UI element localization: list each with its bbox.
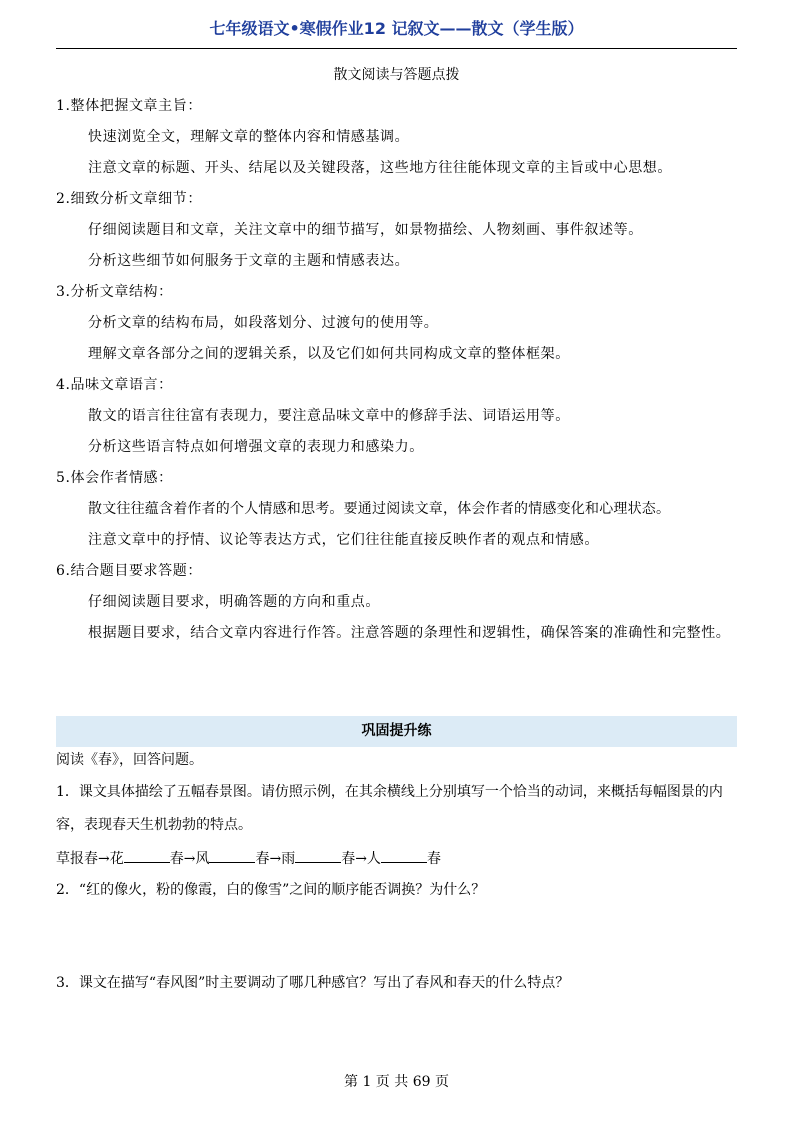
chain-segment: 春→人 [341, 851, 381, 867]
tip-point: 注意文章的标题、开头、结尾以及关键段落，这些地方往往能体现文章的主旨或中心思想。 [88, 160, 672, 176]
chain-segment: 春→雨 [255, 851, 296, 867]
tip-section-1 [56, 96, 737, 189]
tip-point: 理解文章各部分之间的逻辑关系，以及它们如何共同构成文章的整体框架。 [88, 346, 570, 362]
tip-section-3 [56, 282, 737, 375]
tip-section-2 [56, 189, 737, 282]
answer-blank-2[interactable] [209, 848, 255, 863]
tip-section-6 [56, 561, 737, 649]
tip-point: 分析这些语言特点如何增强文章的表现力和感染力。 [88, 439, 424, 455]
tip-point: 分析文章的结构布局，如段落划分、过渡句的使用等。 [88, 315, 439, 331]
tip-heading: 5.体会作者情感： [56, 470, 173, 486]
page-number: 第 1 页 共 69 页 [344, 1074, 449, 1090]
tip-heading: 6.结合题目要求答题： [56, 563, 202, 579]
answer-blank-3[interactable] [295, 848, 341, 863]
reading-intro: 阅读《春》，回答问题。 [56, 752, 203, 768]
answer-blank-4[interactable] [381, 848, 427, 863]
header-divider [56, 48, 737, 49]
tip-section-4 [56, 375, 737, 468]
chain-segment: 春→风 [169, 851, 210, 867]
practice-band-title: 巩固提升练 [56, 716, 737, 747]
question-2: 2．“红的像火，粉的像霞，白的像雪”之间的顺序能否调换？为什么？ [56, 882, 486, 898]
tip-point: 仔细阅读题目和文章，关注文章中的细节描写，如景物描绘、人物刻画、事件叙述等。 [88, 222, 643, 238]
tip-heading: 2.细致分析文章细节： [56, 191, 202, 207]
question-1: 1．课文具体描绘了五幅春景图。请仿照示例，在其余横线上分别填写一个恰当的动词，来概括每幅图景的内容，表现春天生机勃勃的特点。 [56, 784, 723, 833]
tip-point: 快速浏览全文，理解文章的整体内容和情感基调。 [88, 129, 410, 145]
tip-heading: 3.分析文章结构： [56, 284, 173, 300]
chain-example: 草报春→花 [56, 851, 124, 867]
question-3: 3．课文在描写“春风图”时主要调动了哪几种感官？写出了春风和春天的什么特点？ [56, 975, 570, 991]
answer-blank-1[interactable] [124, 848, 170, 863]
tip-heading: 4.品味文章语言： [56, 377, 173, 393]
tip-point: 散文往往蕴含着作者的个人情感和思考。要通过阅读文章，体会作者的情感变化和心理状态。 [88, 501, 671, 517]
tip-section-5 [56, 468, 737, 561]
tip-point: 仔细阅读题目要求，明确答题的方向和重点。 [88, 594, 380, 610]
tip-heading: 1.整体把握文章主旨： [56, 98, 202, 114]
tip-point: 注意文章中的抒情、议论等表达方式，它们往往能直接反映作者的观点和情感。 [88, 532, 599, 548]
tips-outline [56, 96, 737, 649]
section-subtitle: 散文阅读与答题点拨 [333, 67, 460, 83]
tip-point: 散文的语言往往富有表现力，要注意品味文章中的修辞手法、词语运用等。 [88, 408, 570, 424]
tip-point: 分析这些细节如何服务于文章的主题和情感表达。 [88, 253, 410, 269]
practice-exercise [56, 750, 737, 900]
chain-end: 春 [426, 851, 441, 867]
page-header-title: 七年级语文•寒假作业12 记叙文——散文（学生版） [209, 19, 584, 38]
tip-point: 根据题目要求，结合文章内容进行作答。注意答题的条理性和逻辑性，确保答案的准确性和完整性。 [88, 625, 731, 641]
fill-blank-chain [56, 848, 737, 880]
